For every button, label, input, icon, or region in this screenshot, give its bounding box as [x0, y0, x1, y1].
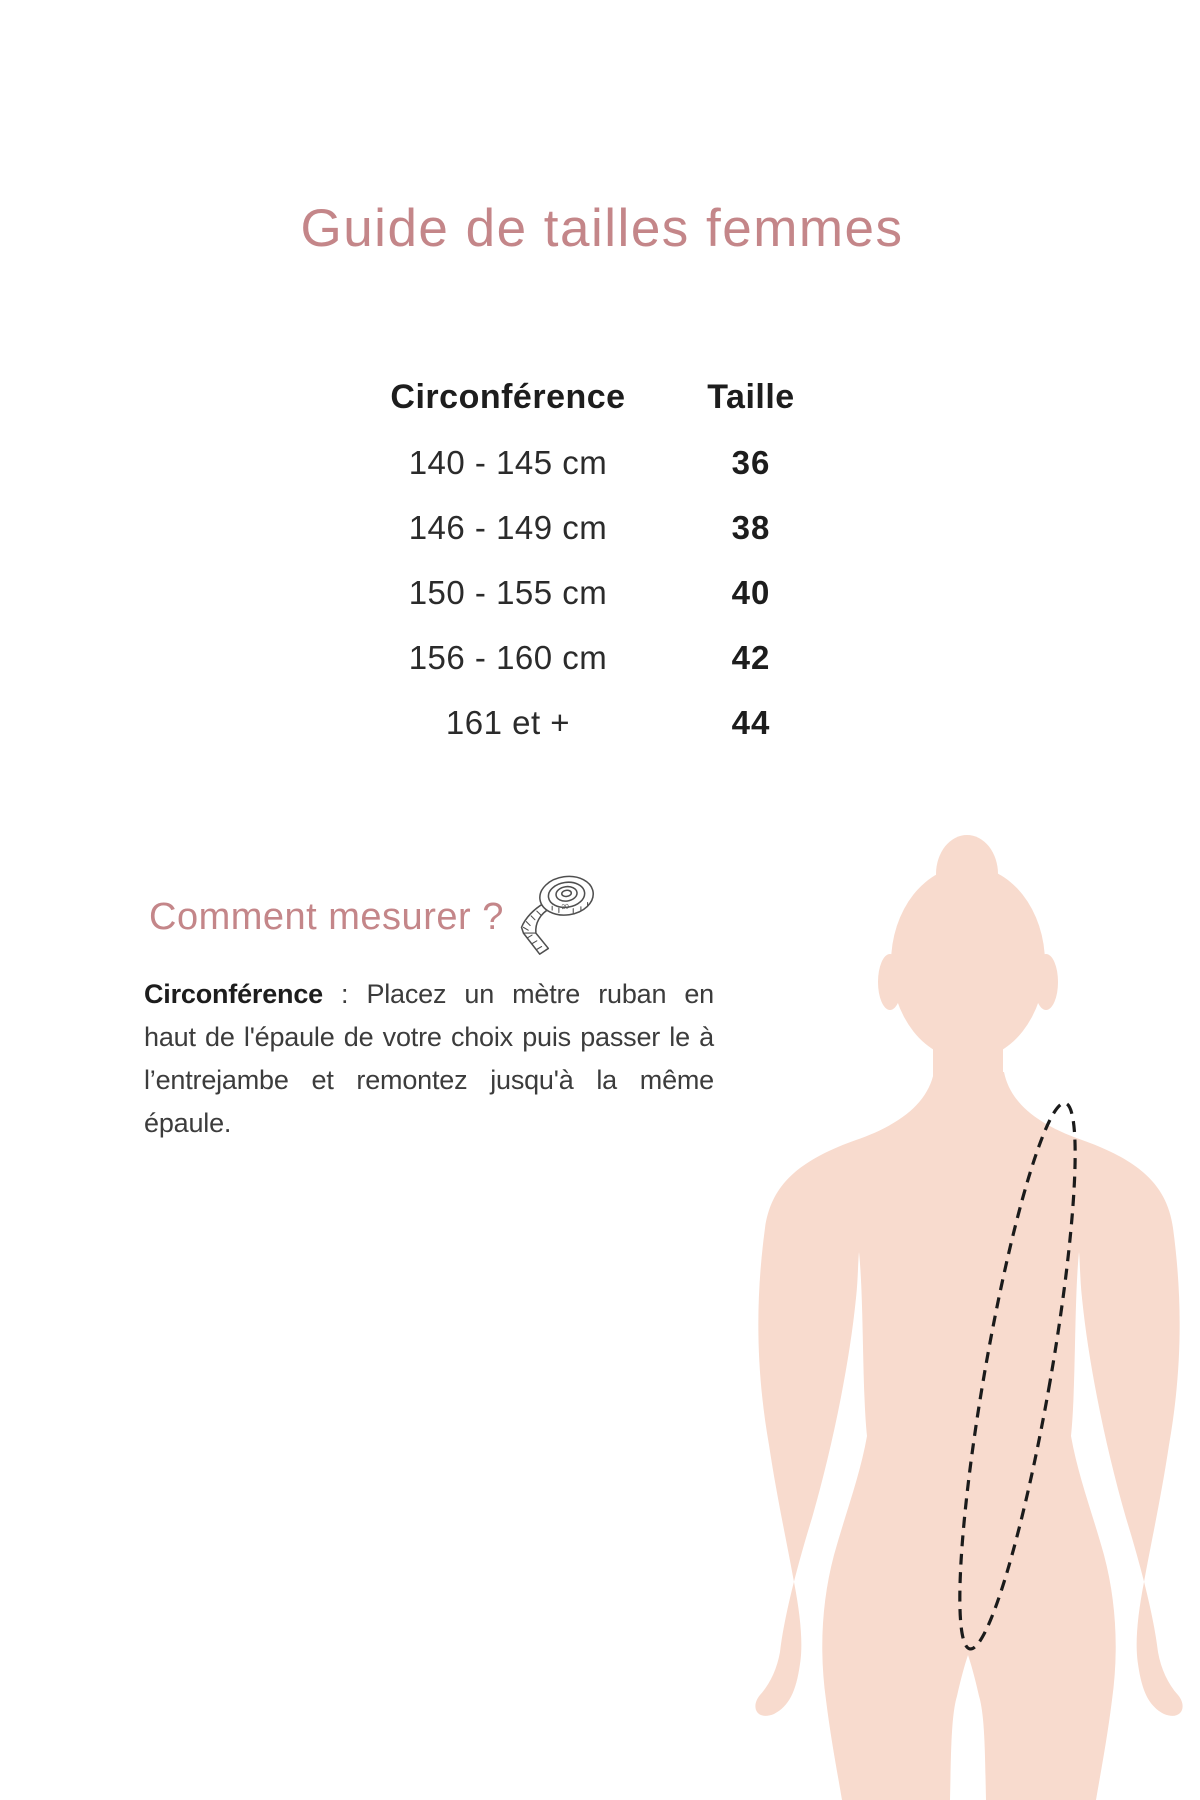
page-title: Guide de tailles femmes: [300, 199, 904, 258]
silhouette-body: [755, 1072, 1182, 1800]
table-row: [368, 495, 826, 560]
row-circumference: 150 - 155 cm: [408, 573, 608, 611]
size-table-header-row: [368, 365, 826, 430]
table-row: [368, 560, 826, 625]
instructions-line: épaule.: [144, 1108, 232, 1138]
measure-instructions: [144, 973, 714, 1145]
size-table: [368, 365, 826, 755]
row-size: 38: [731, 508, 771, 546]
table-row: [368, 625, 826, 690]
header-size: Taille: [707, 378, 795, 416]
row-size: 40: [731, 573, 771, 611]
row-size: 36: [731, 443, 771, 481]
instructions-line: l’entrejambe et remontez jusqu'à la même: [144, 1065, 714, 1095]
row-size: 44: [731, 703, 771, 741]
instructions-term: Circonférence: [144, 979, 323, 1009]
row-circumference: 140 - 145 cm: [408, 443, 608, 481]
silhouette-hair-bun: [936, 835, 998, 913]
instructions-line: haut de l'épaule de votre choix puis passer le à: [144, 1022, 714, 1052]
row-circumference: 156 - 160 cm: [408, 638, 608, 676]
how-to-measure-heading: Comment mesurer ?: [149, 896, 504, 938]
measuring-tape-icon: [508, 868, 604, 963]
table-row: [368, 430, 826, 495]
row-circumference: 161 et +: [445, 703, 571, 741]
header-circumference: Circonférence: [390, 378, 626, 416]
female-silhouette-illustration: [680, 830, 1200, 1800]
tape-number-label: 20: [561, 903, 570, 912]
table-row: [368, 690, 826, 755]
row-circumference: 146 - 149 cm: [408, 508, 608, 546]
instructions-line: Circonférence : Placez un mètre ruban en: [144, 979, 714, 1009]
row-size: 42: [731, 638, 771, 676]
